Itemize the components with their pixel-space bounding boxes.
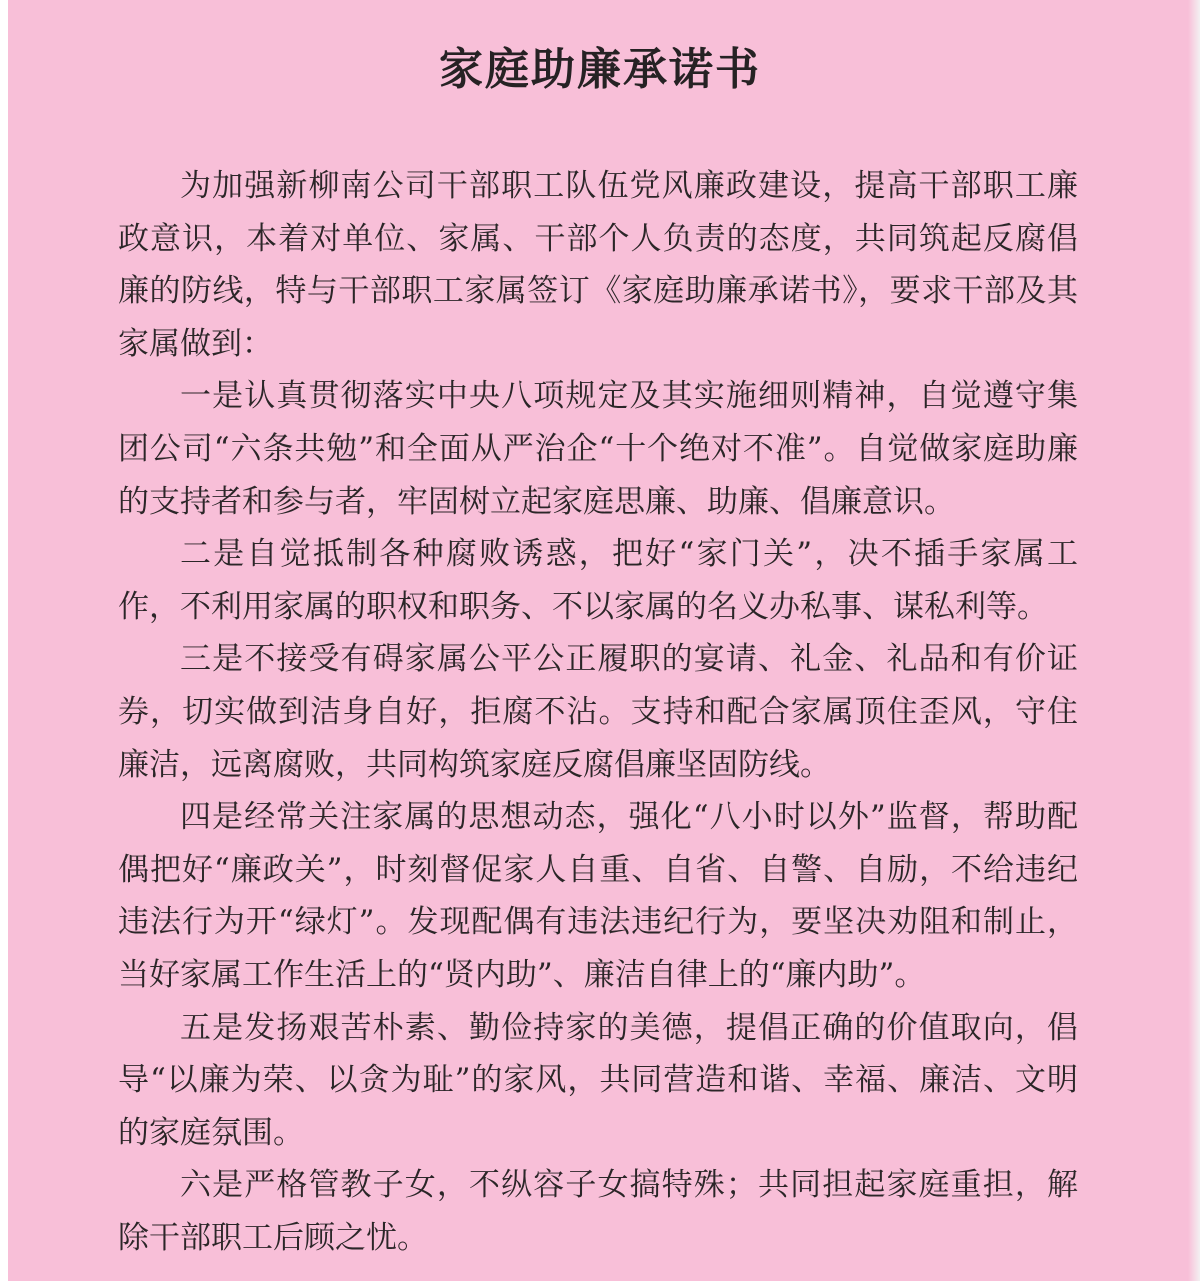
paragraph-item-6: 六是严格管教子女，不纵容子女搞特殊；共同担起家庭重担，解除干部职工后顾之忧。: [118, 1167, 1078, 1256]
document-title: 家庭助廉承诺书: [439, 44, 761, 95]
paragraph-item-4: 四是经常关注家属的思想动态，强化“八小时以外”监督，帮助配偶把好“廉政关”，时刻督促家人自重、自省、自警、自励，不给违纪违法行为开“绿灯”。发现配偶有违法违纪行为，要坚决劝阻和制止，当好家属工作生活上的“贤内助”、廉洁自律上的“廉内助”。: [118, 799, 1078, 993]
document-body: [118, 160, 1078, 1264]
scan-edge-left: [0, 0, 8, 1281]
paragraph-item-3: 三是不接受有碍家属公平公正履职的宴请、礼金、礼品和有价证券，切实做到洁身自好，拒腐不沾。支持和配合家属顶住歪风，守住廉洁，远离腐败，共同构筑家庭反腐倡廉坚固防线。: [118, 641, 1078, 783]
paragraph-intro: 为加强新柳南公司干部职工队伍党风廉政建设，提高干部职工廉政意识，本着对单位、家属、干部个人负责的态度，共同筑起反腐倡廉的防线，特与干部职工家属签订《家庭助廉承诺书》，要求干部及其家属做到：: [118, 168, 1078, 362]
paragraph-item-1: 一是认真贯彻落实中央八项规定及其实施细则精神，自觉遵守集团公司“六条共勉”和全面从严治企“十个绝对不准”。自觉做家庭助廉的支持者和参与者，牢固树立起家庭思廉、助廉、倡廉意识。: [118, 378, 1078, 520]
paragraph-item-2: 二是自觉抵制各种腐败诱惑，把好“家门关”，决不插手家属工作，不利用家属的职权和职务、不以家属的名义办私事、谋私利等。: [118, 536, 1078, 625]
scan-edge-right: [1188, 0, 1200, 1281]
paragraph-item-5: 五是发扬艰苦朴素、勤俭持家的美德，提倡正确的价值取向，倡导“以廉为荣、以贪为耻”的家风，共同营造和谐、幸福、廉洁、文明的家庭氛围。: [118, 1009, 1078, 1151]
